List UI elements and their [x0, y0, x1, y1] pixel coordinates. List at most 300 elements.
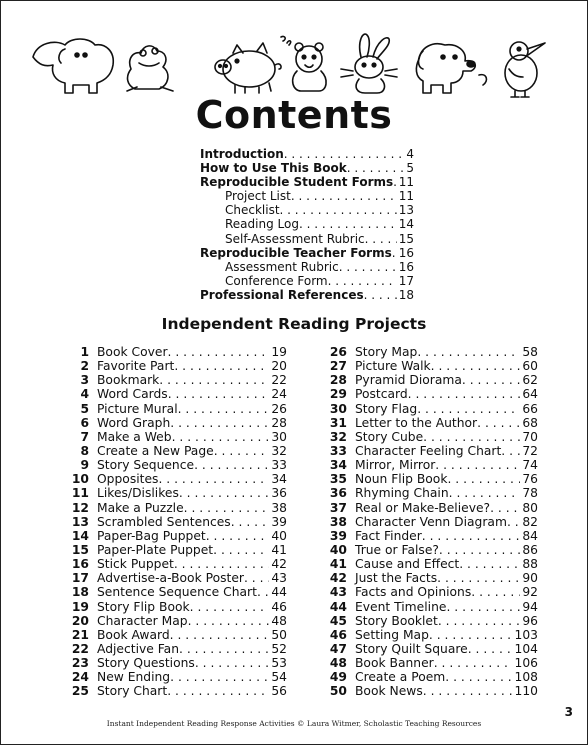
toc-page: 17	[398, 273, 414, 288]
project-row	[317, 416, 538, 430]
project-number: 13	[71, 514, 89, 529]
dot-leader	[446, 600, 520, 614]
project-label: Story Quilt Square	[355, 641, 468, 656]
project-label: Story Cube	[355, 429, 424, 444]
project-row	[59, 472, 287, 486]
toc-row	[200, 147, 414, 161]
dot-leader	[174, 557, 270, 571]
project-label: Favorite Part	[97, 359, 175, 374]
project-label: Create a Poem	[355, 670, 446, 685]
project-page: 42	[271, 557, 287, 572]
project-label: Adjective Fan	[97, 641, 180, 656]
frog-icon	[127, 46, 173, 91]
project-number: 20	[71, 613, 89, 628]
toc-row	[200, 232, 414, 246]
project-page: 104	[514, 641, 538, 656]
animal-banner	[31, 29, 561, 99]
project-number: 35	[329, 472, 347, 487]
project-label: Bookmark	[97, 373, 160, 388]
dot-leader	[194, 458, 269, 472]
project-row	[59, 557, 287, 571]
project-number: 23	[71, 656, 89, 671]
project-row	[59, 543, 287, 557]
dot-leader	[231, 515, 270, 529]
dot-leader	[179, 642, 269, 656]
project-number: 29	[329, 387, 347, 402]
project-label: Book Award	[97, 627, 170, 642]
dot-leader	[158, 472, 269, 486]
dot-leader	[213, 543, 269, 557]
project-label: Cause and Effect	[355, 557, 460, 572]
project-row	[317, 656, 538, 670]
toc-label: Introduction	[200, 147, 284, 161]
project-row	[59, 444, 287, 458]
project-number: 37	[329, 500, 347, 515]
project-label: Scrambled Sentences	[97, 514, 231, 529]
project-row	[59, 585, 287, 599]
project-number: 50	[329, 684, 347, 699]
toc-row	[200, 217, 414, 231]
project-page: 108	[514, 670, 538, 685]
project-number: 25	[71, 684, 89, 699]
project-page: 110	[514, 684, 538, 699]
project-row	[59, 670, 287, 684]
project-row	[317, 501, 538, 515]
project-row	[59, 529, 287, 543]
dot-leader	[188, 614, 270, 628]
project-page: 82	[522, 514, 538, 529]
project-number: 15	[71, 542, 89, 557]
dot-leader	[471, 585, 520, 599]
project-label: Stick Puppet	[97, 557, 174, 572]
toc-page: 15	[398, 231, 414, 246]
project-label: Character Venn Diagram	[355, 514, 507, 529]
dog-icon	[416, 44, 486, 93]
project-number: 17	[71, 571, 89, 586]
project-page: 50	[271, 627, 287, 642]
dot-leader	[168, 345, 270, 359]
pig-icon	[215, 43, 281, 93]
dot-leader	[172, 430, 270, 444]
toc-row	[200, 189, 414, 203]
project-number: 21	[71, 627, 89, 642]
dot-leader	[179, 486, 269, 500]
project-row	[317, 585, 538, 599]
project-page: 74	[522, 458, 538, 473]
project-label: Fact Finder	[355, 528, 422, 543]
project-label: Story Booklet	[355, 613, 438, 628]
project-row	[317, 571, 538, 585]
project-number: 31	[329, 415, 347, 430]
project-row	[317, 614, 538, 628]
dot-leader	[431, 359, 521, 373]
dot-leader	[434, 656, 513, 670]
project-page: 106	[514, 656, 538, 671]
project-row	[59, 416, 287, 430]
dot-leader	[477, 416, 520, 430]
project-label: Likes/Dislikes	[97, 486, 179, 501]
project-row	[59, 628, 287, 642]
toc-label: Reproducible Teacher Forms	[200, 245, 392, 260]
toc-page: 13	[398, 203, 414, 218]
dot-leader	[280, 203, 397, 217]
project-page: 43	[271, 571, 287, 586]
project-label: Story Questions	[97, 656, 195, 671]
dot-leader	[423, 684, 513, 698]
project-number: 43	[329, 585, 347, 600]
project-label: Just the Facts	[355, 571, 438, 586]
toc-label: Assessment Rubric	[225, 259, 339, 274]
elephant-icon	[33, 39, 113, 93]
project-label: Facts and Opinions	[355, 585, 472, 600]
toc-label: How to Use This Book	[200, 161, 347, 176]
dot-leader	[449, 486, 521, 500]
project-label: Create a New Page	[97, 443, 214, 458]
project-row	[317, 472, 538, 486]
project-page: 22	[271, 373, 287, 388]
project-number: 24	[71, 670, 89, 685]
project-row	[59, 402, 287, 416]
section-heading: Independent Reading Projects	[161, 315, 427, 333]
dot-leader	[195, 656, 270, 670]
dot-leader	[438, 614, 521, 628]
project-number: 44	[329, 599, 347, 614]
project-number: 28	[329, 373, 347, 388]
project-number: 9	[80, 458, 89, 473]
project-page: 40	[271, 528, 287, 543]
project-row	[59, 359, 287, 373]
footer-credit: Instant Independent Reading Response Activities © Laura Witmer, Scholastic Teaching Resources	[106, 719, 482, 728]
toc-row	[200, 161, 414, 175]
dot-leader	[462, 373, 520, 387]
project-row	[59, 656, 287, 670]
project-row	[317, 430, 538, 444]
project-page: 78	[522, 486, 538, 501]
toc-label: Reading Log	[225, 217, 299, 232]
project-row	[59, 571, 287, 585]
toc-page: 18	[398, 287, 414, 302]
project-row	[317, 444, 538, 458]
project-page: 76	[522, 472, 538, 487]
project-page: 84	[522, 528, 538, 543]
project-row	[59, 373, 287, 387]
project-number: 10	[71, 472, 89, 487]
project-row	[59, 642, 287, 656]
project-row	[59, 486, 287, 500]
dot-leader	[422, 529, 521, 543]
project-number: 32	[329, 429, 347, 444]
project-label: Book Banner	[355, 656, 434, 671]
project-row	[59, 387, 287, 401]
dot-leader	[490, 501, 520, 515]
project-label: Character Map	[97, 613, 188, 628]
project-number: 39	[329, 528, 347, 543]
toc-page: 16	[398, 259, 414, 274]
toc-page: 11	[398, 189, 414, 204]
project-page: 86	[522, 542, 538, 557]
toc-page: 4	[406, 147, 414, 161]
toc-row	[200, 274, 414, 288]
project-page: 41	[271, 542, 287, 557]
toc-page: 16	[398, 245, 414, 260]
project-page: 53	[271, 656, 287, 671]
project-label: Story Chart	[97, 684, 168, 699]
dot-leader	[408, 387, 521, 401]
project-page: 24	[271, 387, 287, 402]
project-number: 22	[71, 641, 89, 656]
project-row	[317, 387, 538, 401]
project-label: Make a Web	[97, 429, 172, 444]
project-row	[317, 359, 538, 373]
project-row	[317, 628, 538, 642]
project-label: Real or Make-Believe?	[355, 500, 491, 515]
project-number: 5	[80, 401, 89, 416]
dot-leader	[429, 628, 513, 642]
project-page: 32	[271, 443, 287, 458]
project-number: 33	[329, 443, 347, 458]
project-label: Opposites	[97, 472, 159, 487]
project-label: Story Map	[355, 345, 418, 359]
project-number: 7	[80, 429, 89, 444]
toc-page: 5	[406, 161, 414, 176]
toc-page: 14	[398, 217, 414, 232]
project-number: 18	[71, 585, 89, 600]
project-row	[59, 458, 287, 472]
project-page: 39	[271, 514, 287, 529]
project-label: Word Cards	[97, 387, 168, 402]
project-number: 41	[329, 557, 347, 572]
toc-label: Conference Form	[225, 273, 328, 288]
project-label: Picture Walk	[355, 359, 431, 374]
project-number: 40	[329, 542, 347, 557]
projects-column-left	[59, 345, 287, 699]
project-label: Setting Map	[355, 627, 429, 642]
project-page: 46	[271, 599, 287, 614]
project-row	[317, 345, 538, 359]
project-page: 58	[522, 345, 538, 359]
project-row	[59, 430, 287, 444]
dot-leader	[170, 628, 270, 642]
project-number: 30	[329, 401, 347, 416]
project-number: 27	[329, 359, 347, 374]
project-page: 64	[522, 387, 538, 402]
project-label: Postcard	[355, 387, 408, 402]
project-number: 34	[329, 458, 347, 473]
project-row	[317, 543, 538, 557]
toc-label: Self-Assessment Rubric	[225, 231, 365, 246]
dot-leader	[214, 444, 270, 458]
projects-column-right	[317, 345, 538, 699]
project-label: Book News	[355, 684, 423, 699]
project-number: 14	[71, 528, 89, 543]
project-number: 16	[71, 557, 89, 572]
project-page: 62	[522, 373, 538, 388]
toc-label: Checklist	[225, 203, 280, 218]
dot-leader	[184, 501, 270, 515]
project-number: 11	[71, 486, 89, 501]
project-row	[317, 515, 538, 529]
project-number: 12	[71, 500, 89, 515]
project-page: 28	[271, 415, 287, 430]
project-page: 56	[271, 684, 287, 699]
project-label: Letter to the Author	[355, 415, 478, 430]
toc-row	[200, 246, 414, 260]
project-number: 46	[329, 627, 347, 642]
dot-leader	[299, 217, 397, 231]
toc-label: Project List	[225, 189, 291, 204]
project-label: Story Flip Book	[97, 599, 190, 614]
project-number: 26	[329, 345, 347, 359]
project-page: 44	[271, 585, 287, 600]
project-page: 19	[271, 345, 287, 359]
project-row	[59, 501, 287, 515]
project-row	[317, 684, 538, 698]
dot-leader	[244, 571, 269, 585]
project-page: 92	[522, 585, 538, 600]
dot-leader	[417, 402, 520, 416]
project-label: Mirror, Mirror	[355, 458, 436, 473]
project-page: 103	[514, 627, 538, 642]
dot-leader	[174, 359, 269, 373]
project-label: Book Cover	[97, 345, 168, 359]
project-page: 36	[271, 486, 287, 501]
project-page: 90	[522, 571, 538, 586]
project-row	[317, 373, 538, 387]
project-row	[317, 486, 538, 500]
project-page: 68	[522, 415, 538, 430]
project-label: Paper-Plate Puppet	[97, 542, 214, 557]
project-label: Story Flag	[355, 401, 418, 416]
project-number: 6	[80, 415, 89, 430]
project-number: 38	[329, 514, 347, 529]
project-row	[317, 670, 538, 684]
project-row	[59, 614, 287, 628]
project-page: 33	[271, 458, 287, 473]
page-number: 3	[564, 705, 573, 719]
project-number: 48	[329, 656, 347, 671]
project-label: Story Sequence	[97, 458, 195, 473]
dot-leader	[347, 161, 405, 175]
project-row	[317, 557, 538, 571]
dot-leader	[190, 600, 270, 614]
project-label: Advertise-a-Book Poster	[97, 571, 244, 586]
project-number: 3	[80, 373, 89, 388]
dot-leader	[459, 557, 520, 571]
project-row	[317, 600, 538, 614]
project-label: True or False?	[355, 542, 439, 557]
project-row	[59, 515, 287, 529]
toc-label: Reproducible Student Forms	[200, 175, 394, 190]
dot-leader	[257, 585, 269, 599]
toc-page: 11	[398, 175, 414, 190]
project-label: Character Feeling Chart	[355, 443, 502, 458]
project-row	[317, 402, 538, 416]
project-page: 88	[522, 557, 538, 572]
project-number: 47	[329, 641, 347, 656]
dot-leader	[365, 232, 397, 246]
bear-icon	[281, 36, 326, 91]
project-page: 38	[271, 500, 287, 515]
project-page: 66	[522, 401, 538, 416]
project-page: 34	[271, 472, 287, 487]
project-page: 94	[522, 599, 538, 614]
project-page: 20	[271, 359, 287, 374]
project-page: 26	[271, 401, 287, 416]
project-label: Rhyming Chain	[355, 486, 449, 501]
project-page: 52	[271, 641, 287, 656]
dot-leader	[291, 189, 397, 203]
project-label: Picture Mural	[97, 401, 178, 416]
project-number: 36	[329, 486, 347, 501]
project-page: 96	[522, 613, 538, 628]
toc-row	[200, 260, 414, 274]
toc-row	[200, 288, 414, 302]
dot-leader	[439, 543, 520, 557]
project-number: 45	[329, 613, 347, 628]
project-page: 48	[271, 613, 287, 628]
project-number: 2	[80, 359, 89, 374]
dot-leader	[168, 387, 270, 401]
dot-leader	[284, 147, 405, 161]
dot-leader	[170, 670, 269, 684]
project-label: Sentence Sequence Chart	[97, 585, 257, 600]
project-number: 19	[71, 599, 89, 614]
dot-leader	[417, 345, 520, 359]
dot-leader	[159, 373, 269, 387]
project-number: 4	[80, 387, 89, 402]
project-row	[59, 684, 287, 698]
toc-row	[200, 203, 414, 217]
project-page: 60	[522, 359, 538, 374]
bird-icon	[505, 42, 545, 97]
dot-leader	[468, 642, 513, 656]
dot-leader	[170, 416, 269, 430]
project-label: Pyramid Diorama	[355, 373, 462, 388]
project-label: Paper-Bag Puppet	[97, 528, 206, 543]
project-label: Word Graph	[97, 415, 171, 430]
dot-leader	[435, 458, 520, 472]
project-label: Event Timeline	[355, 599, 447, 614]
project-page: 54	[271, 670, 287, 685]
dot-leader	[501, 444, 520, 458]
dot-leader	[445, 670, 512, 684]
project-row	[59, 345, 287, 359]
rabbit-icon	[341, 34, 397, 93]
project-label: New Ending	[97, 670, 171, 685]
project-number: 8	[80, 443, 89, 458]
project-page: 80	[522, 500, 538, 515]
dot-leader	[328, 274, 397, 288]
dot-leader	[167, 684, 269, 698]
dot-leader	[423, 430, 520, 444]
page-title: Contents	[195, 93, 393, 137]
project-row	[317, 642, 538, 656]
dot-leader	[437, 571, 520, 585]
project-label: Make a Puzzle	[97, 500, 184, 515]
project-page: 72	[522, 443, 538, 458]
dot-leader	[339, 260, 397, 274]
table-of-contents	[200, 147, 414, 302]
project-page: 30	[271, 429, 287, 444]
dot-leader	[178, 402, 270, 416]
dot-leader	[364, 288, 397, 302]
project-number: 49	[329, 670, 347, 685]
project-row	[59, 600, 287, 614]
project-row	[317, 458, 538, 472]
dot-leader	[447, 472, 520, 486]
dot-leader	[206, 529, 270, 543]
toc-row	[200, 175, 414, 189]
